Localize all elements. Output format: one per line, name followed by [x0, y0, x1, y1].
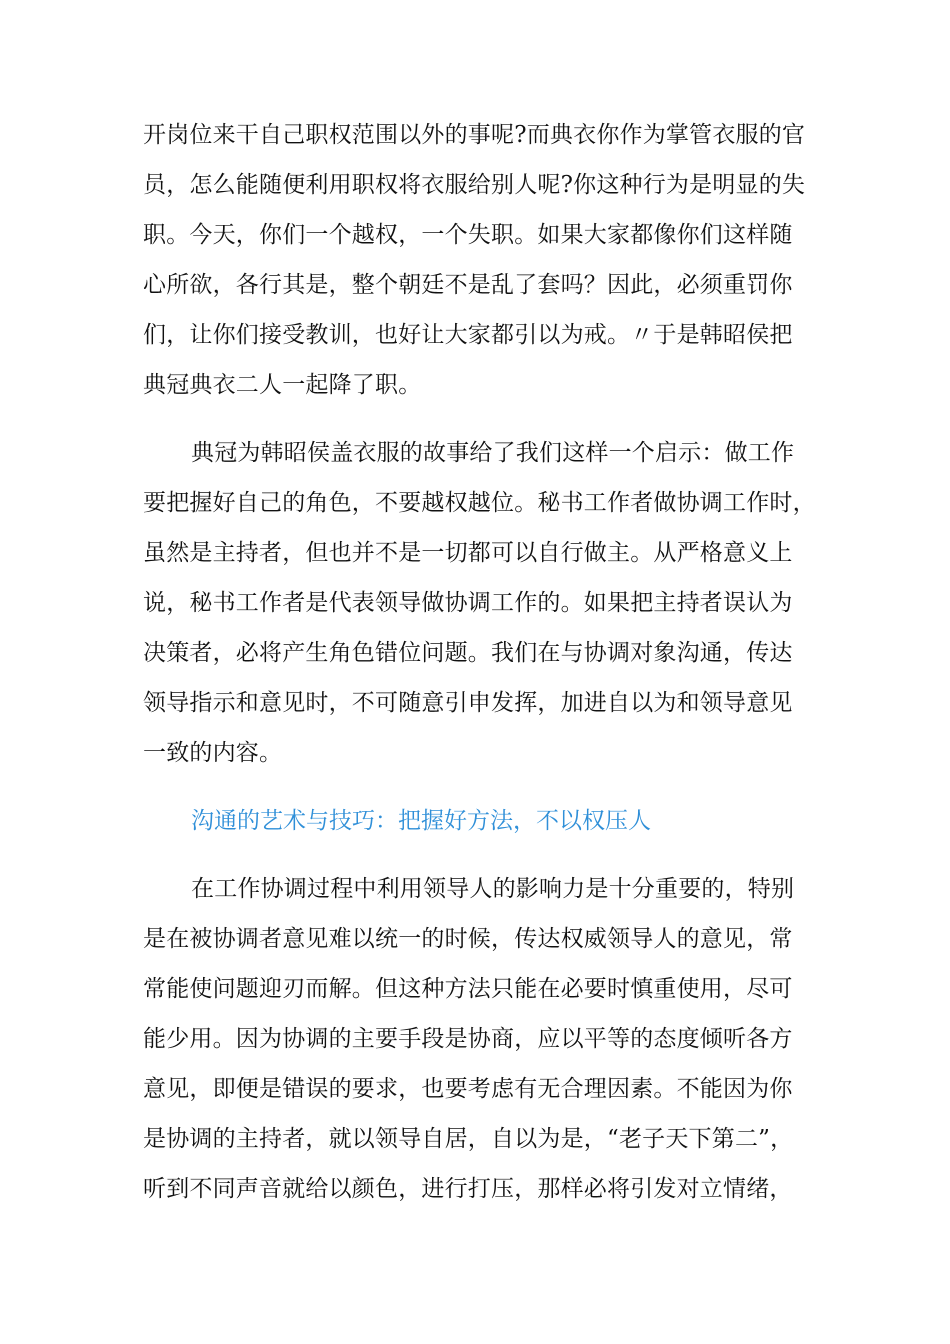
text-line: 决策者，必将产生角色错位问题。我们在与协调对象沟通，传达	[143, 640, 793, 666]
text-line: 要把握好自己的角色，不要越权越位。秘书工作者做协调工作时，	[143, 490, 816, 516]
text-line: 领导指示和意见时，不可随意引申发挥，加进自以为和领导意见	[143, 690, 793, 716]
text-line: 员，怎么能随便利用职权将衣服给别人呢?你这种行为是明显的失	[143, 172, 806, 198]
text-line: 是协调的主持者，就以领导自居，自以为是，“老子天下第二”，	[143, 1126, 794, 1152]
text-line: 常能使问题迎刃而解。但这种方法只能在必要时慎重使用，尽可	[143, 976, 793, 1002]
text-line: 是在被协调者意见难以统一的时候，传达权威领导人的意见，常	[143, 926, 793, 952]
text-line: 心所欲，各行其是，整个朝廷不是乱了套吗？因此，必须重罚你	[143, 272, 793, 298]
text-line: 听到不同声音就给以颜色，进行打压，那样必将引发对立情绪，	[143, 1176, 793, 1202]
text-line: 说，秘书工作者是代表领导做协调工作的。如果把主持者误认为	[143, 590, 793, 616]
text-line: 们，让你们接受教训，也好让大家都引以为戒。〃于是韩昭侯把	[143, 322, 793, 348]
text-line: 典冠为韩昭侯盖衣服的故事给了我们这样一个启示：做工作	[191, 440, 795, 466]
text-line: 开岗位来干自己职权范围以外的事呢?而典衣你作为掌管衣服的官	[143, 122, 806, 148]
text-line: 在工作协调过程中利用领导人的影响力是十分重要的，特别	[191, 876, 795, 902]
section-heading: 沟通的艺术与技巧：把握好方法，不以权压人	[191, 808, 651, 834]
text-line: 虽然是主持者，但也并不是一切都可以自行做主。从严格意义上	[143, 540, 793, 566]
text-line: 典冠典衣二人一起降了职。	[143, 372, 422, 398]
text-line: 一致的内容。	[143, 740, 283, 766]
text-line: 职。今天，你们一个越权，一个失职。如果大家都像你们这样随	[143, 222, 793, 248]
text-line: 能少用。因为协调的主要手段是协商，应以平等的态度倾听各方	[143, 1026, 793, 1052]
text-line: 意见，即便是错误的要求，也要考虑有无合理因素。不能因为你	[143, 1076, 793, 1102]
